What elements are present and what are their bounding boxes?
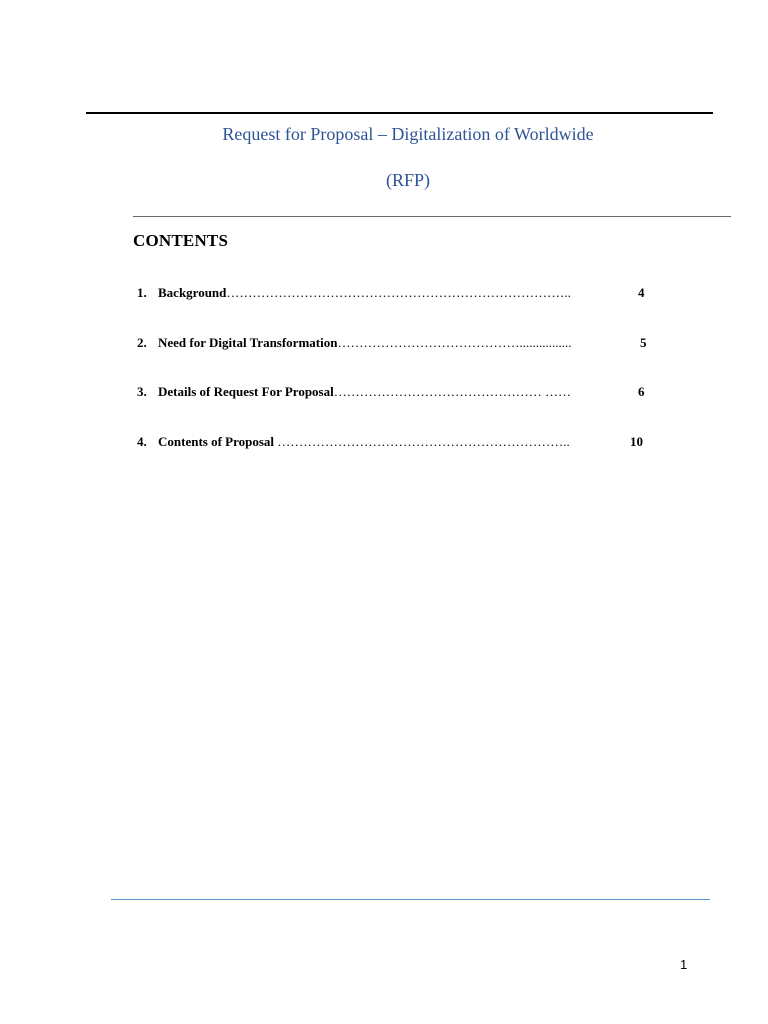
contents-heading: CONTENTS [133, 231, 229, 250]
document-subtitle: (RFP) [385, 170, 430, 190]
toc-entry-label: Background [158, 285, 227, 300]
toc-entry-text [158, 434, 570, 450]
toc-entry-contents-of-proposal[interactable] [137, 434, 657, 454]
toc-entry-page: 6 [638, 384, 645, 399]
toc-entry-details-of-request[interactable] [137, 384, 657, 404]
footer-rule [111, 899, 710, 900]
toc-entry-number: 3. [137, 384, 147, 399]
toc-entry-page: 5 [640, 335, 647, 350]
toc-entry-number: 2. [137, 335, 147, 350]
toc-entry-leader: …………………………………………………………………….. [226, 285, 571, 300]
toc-entry-leader: ………………………………………… …… [333, 384, 571, 399]
toc-entry-page: 10 [630, 434, 643, 449]
toc-entry-page: 4 [638, 285, 645, 300]
page-number: 1 [680, 957, 688, 972]
toc-entry-label: Contents of Proposal [158, 434, 278, 449]
document-title: Request for Proposal – Digitalization of Worldwide [222, 124, 594, 144]
toc-entry-number: 4. [137, 434, 147, 449]
title-divider [133, 216, 731, 217]
toc-entry-leader: ………………………………………………………….. [277, 434, 570, 449]
toc-entry-leader: ……………………………………................ [337, 335, 572, 350]
toc-entry-label: Need for Digital Transformation [158, 335, 338, 350]
toc-entry-label: Details of Request For Proposal [158, 384, 334, 399]
toc-entry-text [158, 285, 571, 301]
toc-entry-text [158, 384, 571, 400]
toc-entry-need-for-digital-transformation[interactable] [137, 335, 657, 355]
toc-entry-text [158, 335, 571, 351]
toc-entry-background[interactable] [137, 285, 657, 305]
toc-entry-number: 1. [137, 285, 147, 300]
header-rule [86, 112, 713, 114]
